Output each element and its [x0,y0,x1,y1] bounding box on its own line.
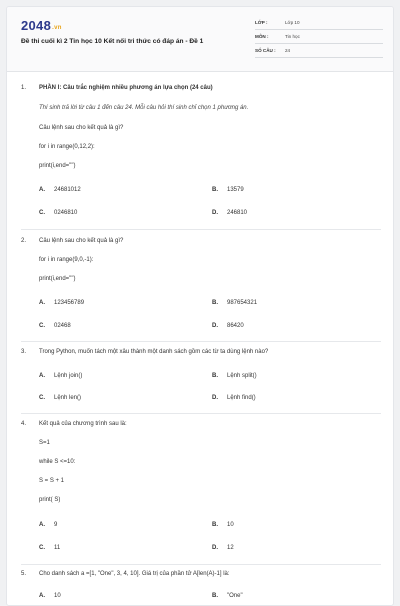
site-logo[interactable] [21,18,62,33]
option-c[interactable] [39,323,71,329]
option-c[interactable] [39,545,60,551]
option-b[interactable] [212,593,243,599]
option-text: Lệnh split() [227,373,257,379]
option-letter: C. [39,395,45,401]
option-d[interactable] [212,395,256,401]
option-a[interactable] [39,593,61,599]
option-c[interactable] [39,395,81,401]
option-letter: D. [212,395,218,401]
meta-class [255,18,383,30]
option-letter: B. [212,187,218,193]
option-letter: B. [212,522,218,528]
code-line: S = S + 1 [39,478,65,484]
meta-class-key: LỚP : [255,20,268,25]
option-a[interactable] [39,300,84,306]
question-line: Câu lệnh sau cho kết quả là gì? [39,125,124,131]
meta-count-key: SỐ CÂU : [255,48,276,53]
exam-header [7,7,393,72]
code-line: while S <=10: [39,459,76,465]
option-text: Lệnh find() [227,395,256,401]
option-text: 123456789 [54,300,85,306]
code-line: print(i,end="") [39,276,76,282]
option-text: 9 [54,522,58,528]
meta-subject [255,32,383,44]
meta-subject-value: Tin học [285,34,300,39]
meta-class-value: Lớp 10 [285,20,300,25]
question-text: Trong Python, muốn tách một xâu thành một danh sách gồm các từ ta dùng lệnh nào? [39,349,269,355]
option-d[interactable] [212,210,247,216]
option-text: Lệnh len() [54,395,82,401]
exam-title: Đề thi cuối kì 2 Tin học 10 Kết nối tri thức có đáp án - Đề 1 [21,38,204,45]
option-d[interactable] [212,545,234,551]
logo-suffix: .vn [52,25,62,31]
option-letter: C. [39,323,45,329]
option-letter: A. [39,187,45,193]
code-line: for i in range(9,0,-1): [39,257,94,263]
option-b[interactable] [212,300,257,306]
question-text: PHẦN I: Câu trắc nghiệm nhiều phương án lựa chọn (24 câu) [39,85,213,91]
code-line: print( S) [39,497,61,503]
option-letter: A. [39,300,45,306]
meta-count-value: 24 [285,48,291,53]
code-line: print(i,end="") [39,163,76,169]
option-letter: A. [39,373,45,379]
question-number: 3. [21,349,27,355]
option-letter: C. [39,210,45,216]
option-a[interactable] [39,373,82,379]
option-text: 02468 [54,323,71,329]
option-text: 12 [227,545,234,551]
option-letter: D. [212,210,218,216]
option-text: 86420 [227,323,244,329]
option-b[interactable] [212,373,257,379]
option-text: 24681012 [54,187,81,193]
option-text: 987654321 [227,300,258,306]
option-text: Lệnh join() [54,373,83,379]
code-line: for i in range(0,12,2): [39,144,95,150]
option-a[interactable] [39,187,81,193]
option-letter: A. [39,593,45,599]
question-text: Kết quả của chương trình sau là: [39,421,127,427]
option-text: 0246810 [54,210,78,216]
option-text: 10 [54,593,61,599]
option-c[interactable] [39,210,77,216]
option-letter: D. [212,545,218,551]
divider [21,413,381,414]
question-text: Câu lệnh sau cho kết quả là gì? [39,238,124,244]
option-b[interactable] [212,187,244,193]
option-letter: B. [212,593,218,599]
option-text: "One" [227,593,243,599]
exam-page [6,6,394,606]
divider [21,341,381,342]
question-number: 4. [21,421,27,427]
option-letter: D. [212,323,218,329]
question-text: Cho danh sách a =[1, "One", 3, 4, 10]. Giá trị của phần tử A[len(A)-1] là: [39,571,230,577]
option-text: 11 [54,545,61,551]
option-text: 13579 [227,187,244,193]
option-letter: C. [39,545,45,551]
meta-subject-key: MÔN : [255,34,269,39]
option-b[interactable] [212,522,234,528]
divider [21,229,381,230]
option-text: 10 [227,522,234,528]
option-letter: A. [39,522,45,528]
code-line: S=1 [39,440,50,446]
question-instruction: Thí sinh trả lời từ câu 1 đến câu 24. Mỗi câu hỏi thí sinh chỉ chọn 1 phương án. [39,105,249,111]
question-number: 1. [21,85,27,91]
question-number: 2. [21,238,27,244]
meta-count [255,46,383,58]
divider [21,564,381,565]
option-d[interactable] [212,323,244,329]
question-number: 5. [21,571,27,577]
logo-text: 2048 [21,18,52,33]
option-letter: B. [212,373,218,379]
option-text: 246810 [227,210,248,216]
option-a[interactable] [39,522,57,528]
option-letter: B. [212,300,218,306]
